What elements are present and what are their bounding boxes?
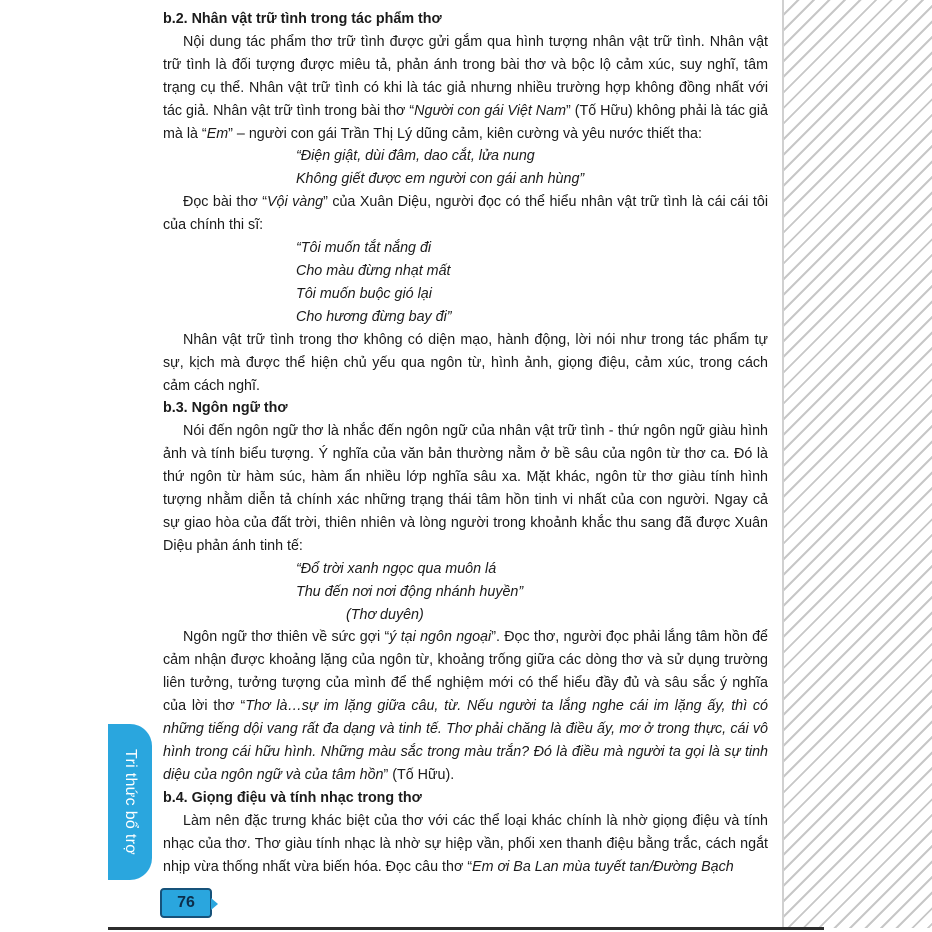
section-heading-b3: b.3. Ngôn ngữ thơ — [163, 400, 288, 417]
verse-line: “Tôi muốn tắt nắng đi — [296, 240, 432, 257]
paragraph: Làm nên đặc trưng khác biệt của thơ với các thể loại khác chính là nhờ giọng điệu và tính nhạc của thơ. Thơ giàu tính nhạc là nhờ sự hiệp vần, phối xen thanh điệu bằng trắc, cách ngắt nhịp vừa thống nhất vừa biến hóa. Đọc câu thơ “Em ơi Ba Lan mùa tuyết tan/Đường Bạch — [163, 812, 768, 875]
section-heading-b2: b.2. Nhân vật trữ tình trong tác phẩm thơ — [163, 11, 442, 27]
verse-line: Cho hương đừng bay đi” — [296, 308, 452, 325]
verse-line: Không giết được em người con gái anh hùng” — [296, 171, 585, 188]
bottom-rule — [108, 927, 824, 930]
paragraph: Nội dung tác phẩm thơ trữ tình được gửi gắm qua hình tượng nhân vật trữ tình. Nhân vật trữ tình là đối tượng được miêu tả, phản ánh trong bài thơ và bộc lộ cảm xúc, suy nghĩ, tâm trạng cụ thể. Nhân vật trữ tình có khi là tác giả nhưng nhiều trường hợp không đồng nhất với tác giả. Nhân vật trữ tình trong bài thơ “Người con gái Việt Nam” (Tố Hữu) không phải là tác giả mà là “Em” – người con gái Trần Thị Lý dũng cảm, kiên cường và yêu nước thiết tha: — [163, 33, 768, 142]
side-tab-label-wrap — [108, 724, 152, 880]
verse-line: Cho màu đừng nhạt mất — [296, 262, 451, 279]
paragraph: Nói đến ngôn ngữ thơ là nhắc đến ngôn ngữ của nhân vật trữ tình - thứ ngôn ngữ giàu hình ảnh và tính biểu tượng. Ý nghĩa của văn bản thường nằm ở bề sâu của ngôn từ thơ ca. Đó là thứ ngôn từ hàm súc, hàm ẩn nhiều lớp nghĩa sâu xa. Mặt khác, ngôn từ thơ giàu tính hình tượng nhằm diễn tả chính xác những trạng thái tâm hồn tinh vi nhất của con người. Ngay cả sự giao hòa của đất trời, thiên nhiên và lòng người trong khoảnh khắc thu sang đã được Xuân Diệu phản ánh tinh tế: — [163, 423, 768, 554]
side-tab — [108, 724, 152, 880]
verse-line: “Đổ trời xanh ngọc qua muôn lá — [296, 560, 497, 577]
section-heading-b4: b.4. Giọng điệu và tính nhạc trong thơ — [163, 789, 422, 806]
verse-line: Tôi muốn buộc gió lại — [296, 285, 432, 302]
paragraph: Ngôn ngữ thơ thiên về sức gợi “ý tại ngôn ngoại”. Đọc thơ, người đọc phải lắng tâm hồn để cảm nhận được khoảng lặng của ngôn từ, khoảng trống giữa các dòng thơ và sử dụng trường liên tưởng, tưởng tượng của mình để thể nghiệm mới có thể hiểu đầy đủ và sâu sắc ý nghĩa của lời thơ “Thơ là…sự im lặng giữa câu, từ. Nếu người ta lắng nghe cái im lặng ấy, thì có những tiếng dội vang rất đa dạng và tinh tế. Thơ phải chăng là điều ấy, mơ ở trong thực, cái vô hình trong cái hữu hình. Những màu sắc trong màu trắn? Đó là điều mà người ta gọi là sự tinh diệu của ngôn ngữ và của tâm hồn” (Tố Hữu). — [163, 629, 768, 783]
side-tab-label: Tri thức bổ trợ — [122, 748, 139, 855]
page-number: 76 — [160, 888, 212, 918]
verse-line: Thu đến nơi nơi động nhánh huyền” — [296, 583, 524, 600]
hatched-margin — [784, 0, 932, 928]
verse-source: (Thơ duyên) — [346, 606, 424, 623]
paragraph: Nhân vật trữ tình trong thơ không có diện mạo, hành động, lời nói như trong tác phẩm tự sự, kịch mà được thể hiện chủ yếu qua ngôn từ, hình ảnh, giọng điệu, cảm xúc, trong cách cảm cách nghĩ. — [163, 331, 768, 394]
page-body — [163, 8, 768, 878]
page-number-pointer — [211, 898, 218, 910]
verse-line: “Điện giật, dùi đâm, dao cắt, lửa nung — [296, 148, 535, 165]
paragraph: Đọc bài thơ “Vội vàng” của Xuân Diệu, người đọc có thể hiểu nhân vật trữ tình là cái cái tôi của chính thi sĩ: — [163, 194, 769, 234]
